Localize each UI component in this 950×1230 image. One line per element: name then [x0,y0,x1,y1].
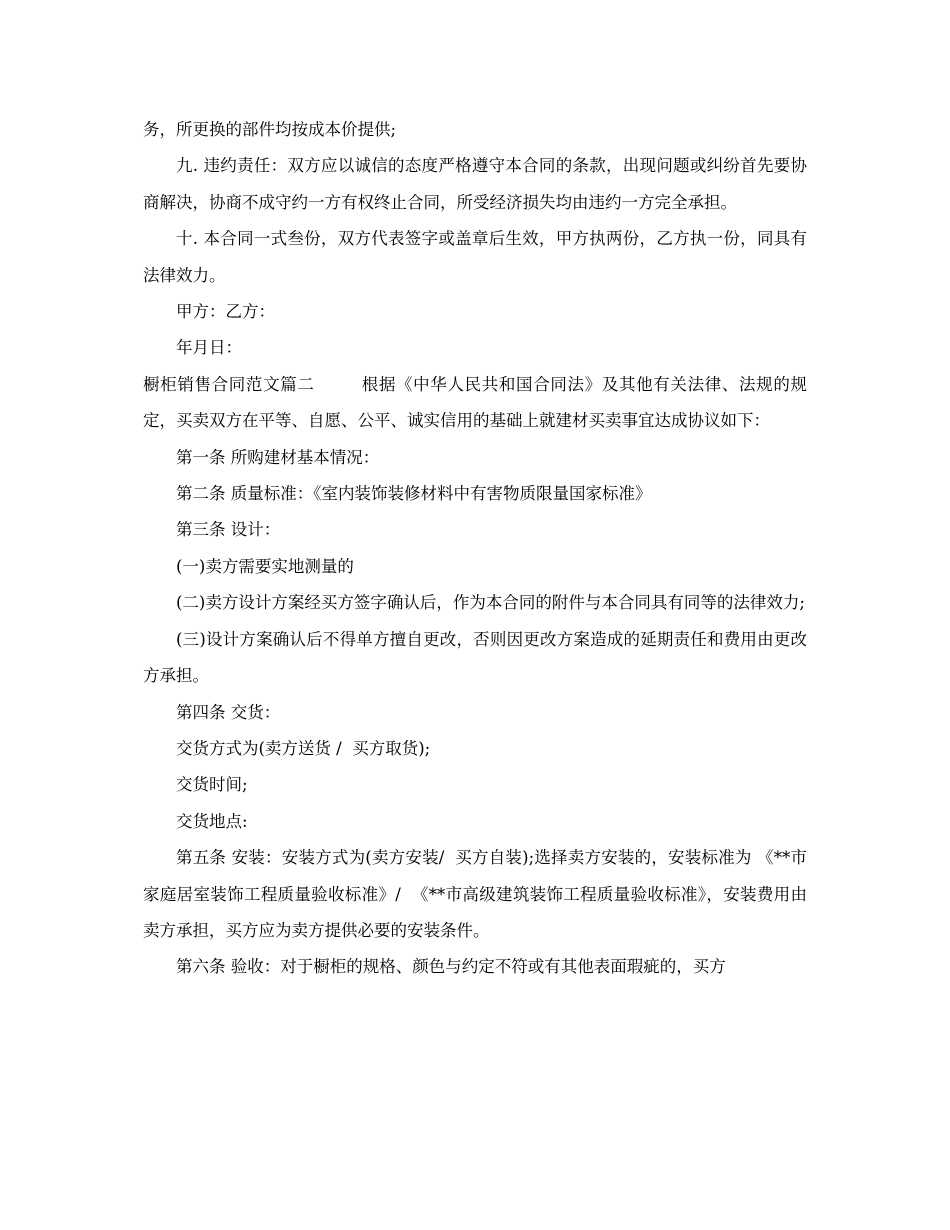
paragraph-parties: 甲方：乙方： [176,302,275,322]
paragraph-section-2-intro: 橱柜销售合同范文篇二 根据《中华人民共和国合同法》及其他有关法律、法规的规定，买卖双方在平等、自愿、公平、诚实信用的基础上就建材买卖事宜达成协议如下： [143,374,807,431]
paragraph-delivery-method: 交货方式为(卖方送货 / 买方取货); [176,738,431,758]
paragraph-article-1: 第一条 所购建材基本情况： [176,447,380,467]
paragraph-article-3: 第三条 设计： [176,520,281,540]
paragraph-article-6: 第六条 验收：对于橱柜的规格、颜色与约定不符或有其他表面瑕疵的，买方 [176,957,726,977]
paragraph-parts-cost: 务，所更换的部件均按成本价提供; [143,120,397,139]
paragraph-article-3-item-2: (二)卖方设计方案经买方签字确认后，作为本合同的附件与本合同具有同等的法律效力; [176,593,805,613]
paragraph-article-3-item-3: (三)设计方案确认后不得单方擅自更改，否则因更改方案造成的延期责任和费用由更改方承担。 [143,629,807,686]
paragraph-article-2: 第二条 质量标准：《室内装饰装修材料中有害物质限量国家标准》 [176,484,652,504]
paragraph-delivery-time: 交货时间; [176,775,248,795]
paragraph-article-4: 第四条 交货： [176,702,281,722]
paragraph-article-3-item-1: (一)卖方需要实地测量的 [176,556,354,576]
paragraph-delivery-place: 交货地点: [176,811,248,831]
paragraph-article-5: 第五条 安装：安装方式为(卖方安装/ 买方自装);选择卖方安装的，安装标准为 《**市家庭居室装饰工程质量验收标准》/ 《**市高级建筑装饰工程质量验收标准》，安装费用由卖方承担，买方应为卖方提供必要的安装条件。 [143,848,807,940]
paragraph-clause-9-liability: 九. 违约责任：双方应以诚信的态度严格遵守本合同的条款，出现问题或纠纷首先要协商解决，协商不成守约一方有权终止合同，所受经济损失均由违约一方完全承担。 [143,156,807,212]
paragraph-date: 年月日： [176,338,242,358]
document-body [143,112,807,986]
paragraph-clause-10-copies: 十. 本合同一式叁份，双方代表签字或盖章后生效，甲方执两份，乙方执一份，同具有法律效力。 [143,229,807,285]
